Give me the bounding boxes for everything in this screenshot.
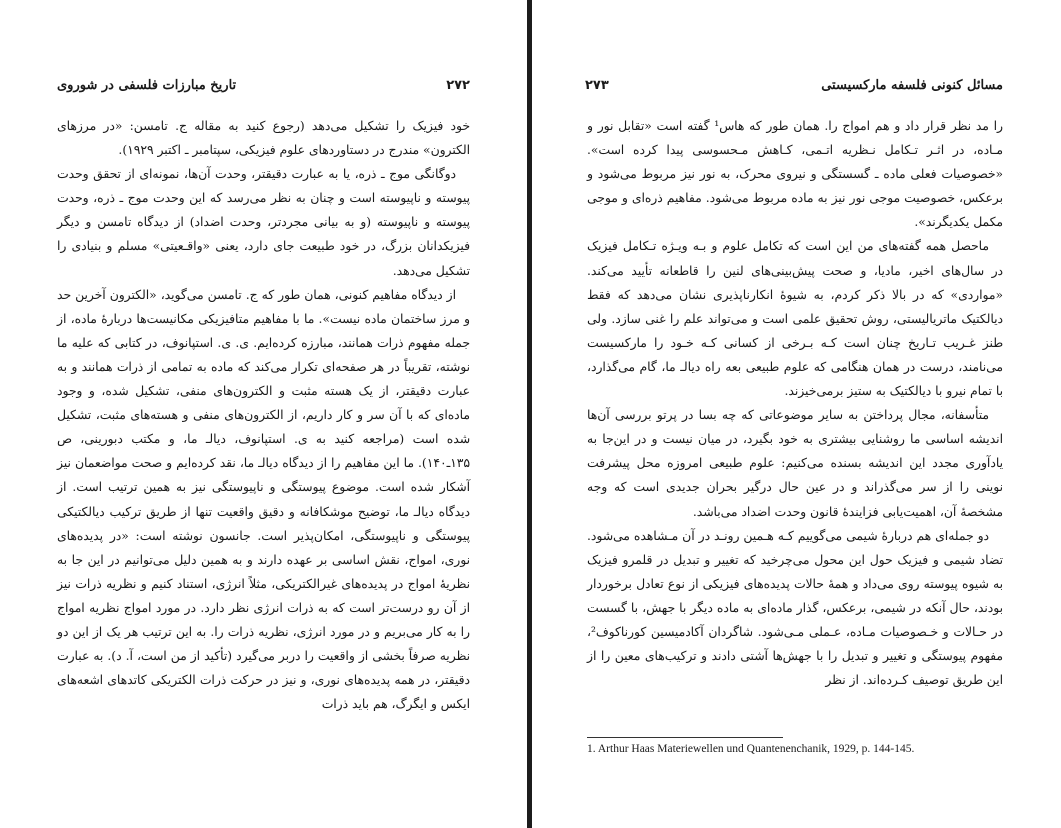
running-title: تاریخ مبارزات فلسفی در شوروی — [57, 78, 237, 93]
left-page-header — [57, 78, 470, 104]
paragraph: ماحصل همه گفته‌های من این است که تکامل علوم و بـه ویـژه تـکامل فیزیک در سال‌های اخیر، مادیا، و صحت پیش‌بینی‌های لنین را قاطعانه تأیید می‌کند. «مواردی» که در بالا ذکر کردم، به شیوهٔ انکارناپذیری نشان می‌دهد که فقط دیالکتیک ماتریالیستی، روش تحقیق علمی است و می‌تواند علم را غنی سازد. ولی طنز غـریب تـاریخ چنان است کـه بـرخی از کسانی کـه خـود را مارکسیست می‌نامند، درست در همان هنگامی که علوم طبیعی بعه راه دیالـ ما، گام می‌گذارد، با تمام نیرو با دیالکتیک به ستیز برمی‌خیزند. — [587, 239, 1003, 399]
page-number: ۲۷۳ — [585, 78, 609, 93]
paragraph: دوگانگی موج ـ ذره، یا به عبارت دقیقتر، وحدت آن‌ها، نمونه‌ای از تحقق وحدت پیوسته و ناپیوسته است و چنان به نظر می‌رسد که این وحدت موج ـ ذره، وحدت پیوسته و ناپیوسته (و به بیانی مجردتر، وحدت اضداد) از دیدگاه تامسن و دیگر فیزیکدانان بزرگ، در خود طبیعت جای دارد، یعنی «واقـعیتی» مسلم و بنیادی را تشکیل می‌دهد. — [57, 167, 470, 278]
paragraph: خود فیزیک را تشکیل می‌دهد (رجوع کنید به مقاله ج. تامسن: «در مرزهای الکترون» مندرج در دستاوردهای علوم فیزیکی، سپتامبر ـ اکتبر ۱۹۲۹). — [57, 119, 470, 158]
left-page-body — [57, 114, 470, 716]
paragraph: را مد نظر قرار داد و هم امواج را. همان طور که هاس¹ گفته است «تقابل نور و مـاده، در اثـر تـکامل نـظریه اتـمی، کـاهش مـحسوسی پیدا کرده است». «خصوصیات فعلی ماده ـ گسستگی و نیروی محرک، به نور نیز مربوط می‌شود و برعکس، خصوصیت موجی نور نیز به ماده مربوط می‌شود. مفاهیم ذره‌ای و موجی مکمل یکدیگرند». — [587, 119, 1003, 230]
right-page-body — [587, 114, 1003, 692]
book-gutter — [527, 0, 532, 828]
footnote: 1. Arthur Haas Materiewellen und Quantenenchanik, 1929, p. 144-145. — [587, 743, 915, 755]
right-page — [533, 0, 1061, 828]
page-number: ۲۷۲ — [446, 78, 470, 93]
left-page — [0, 0, 527, 828]
paragraph: دو جمله‌ای هم دربارهٔ شیمی می‌گوییم کـه هـمین رونـد در آن مـشاهده می‌شود. تضاد شیمی و فیزیک حول این محول می‌چرخید که تغییر و تبدیل در قلمرو فیزیک به شیوه پیوسته روی می‌داد و همهٔ حالات پدیده‌های فیزیکی از نوع تعادل برخوردار بودند، حال آنکه در شیمی، برعکس، گذار ماده‌ای به ماده دیگر با جهش، با گسست در حـالات و خـصوصیات مـاده، عـملی مـی‌شود. شاگردان آکادمیسین کورناکوف²، مفهوم پیوستگی و تغییر و تبدیل را با جهش‌ها آشتی دادند و ترکیب‌های معین را از این طریق توصیف کـرده‌اند. از نظر — [587, 528, 1003, 688]
paragraph: از دیدگاه مفاهیم کنونی، همان طور که ج. تامسن می‌گوید، «الکترون آخرین حد و مرز ساختمان ماده نیست». ما با مفاهیم متافیزیکی مکانیست‌ها دربارهٔ ماده، از جمله مفهوم ذرات همانند، مبارزه کرده‌ایم. ی. ی. استپانوف، در کتابی که علیه ما نوشته، تقریباً در هر صفحه‌ای تکرار می‌کند که ماده به تمامی از ذرات همانند و به عبارت دقیقتر، از یک هسته مثبت و الکترون‌های منفی، تشکیل شده، و وجود ماده‌ای که با آن سر و کار داریم، از الکترون‌های منفی و هسته‌های مثبت، تشکیل شده است (مراجعه کنید به ی. استپانوف، دیالـ ما، و مکتب دبورینی، ص ۱۳۵ـ۱۴۰). ما این مفاهیم را از دیدگاه دیالـ ما، نقد کرده‌ایم و صحت مواضعمان نیز آشکار شده است. موضوع پیوستگی و ناپیوستگی نیز به همین ترتیب است. از دیدگاه دیالـ ما، توضیح موشکافانه و دقیق واقعیت تنها از طریق ترکیب دیالکتیکی پیوستگی و ناپیوستگی، امکان‌پذیر است. جانسون نوشته است: «در پدیده‌های نوری، امواج، نقش اساسی بر عهده دارند و به همین دلیل می‌توانیم در این جا به نظریهٔ امواج در پدیده‌های غیرالکتریکی، مثلاً انرژی، استناد کنیم و نظریه ذرات نیز از آن رو درست‌تر است که به ذرات انرژی نظر دارد. در مورد امواج نظریه امواج را به کار می‌بریم و در مورد انرژی، نظریه ذرات را. به این ترتیب هر یک از این دو نظریه صرفاً بخشی از واقعیت را دربر می‌گیرد (تأکید از من است، آ. د). به عبارت دقیقتر، در همه پدیده‌های نوری، و نیز در حرکت ذرات الکتریکی کاتدهای اشعه‌های ایکس و ایگرگ، هم باید ذرات — [57, 287, 470, 712]
paragraph: متأسفانه، مجال پرداختن به سایر موضوعاتی که چه بسا در پرتو بررسی آن‌ها اندیشه اساسی ما روشنایی بیشتری به خود بگیرد، در میان نیست و در این‌جا به یادآوری مجدد این اندیشه بسنده می‌کنیم: علوم طبیعی امروزه محل پیشرفت نوینی را از سر می‌گذراند و در عین حال درگیر بحران جدیدی است که وجه مشخصهٔ آن، اهمیت‌یابی فزایندهٔ قانون وحدت اضداد می‌باشد. — [587, 408, 1003, 519]
right-page-header — [585, 78, 1003, 104]
footnote-divider — [587, 737, 783, 738]
running-title: مسائل کنونی فلسفه مارکسیستی — [821, 78, 1003, 93]
